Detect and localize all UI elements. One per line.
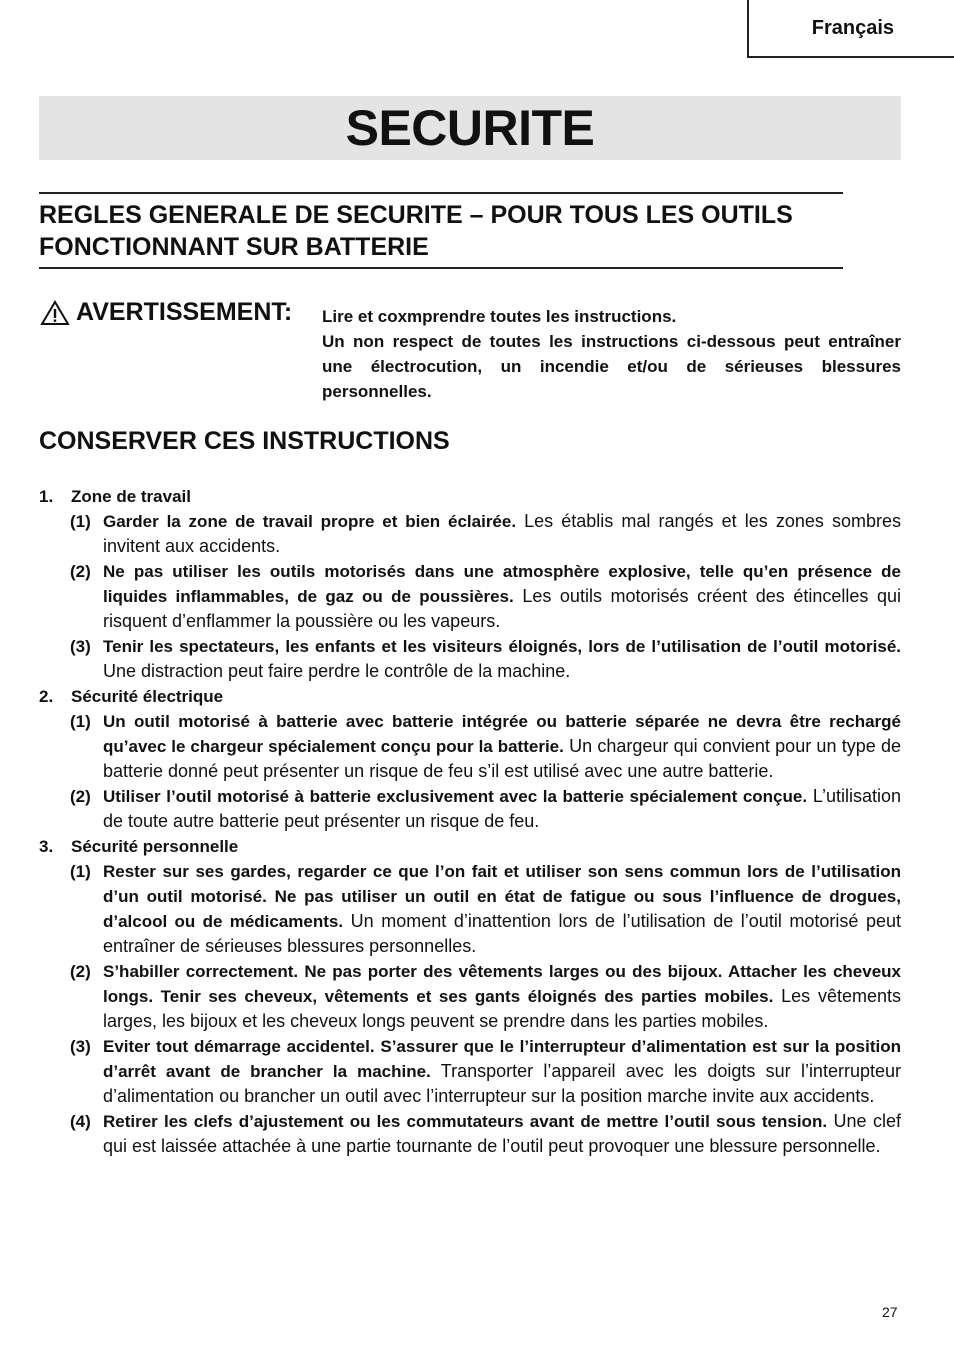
item-bold-text: Garder la zone de travail propre et bien éclairée. bbox=[103, 512, 517, 531]
item-bold-text: S’habiller correctement. Ne pas porter des vêtements larges ou des bijoux. Attacher les cheveux longs. Tenir ses cheveux, vêtements et ses gants éloignés des parties mobiles. bbox=[103, 962, 901, 1006]
item-number: (1) bbox=[70, 512, 91, 531]
item-bold-text: Utiliser l’outil motorisé à batterie exclusivement avec la batterie spécialement conçue. bbox=[103, 787, 808, 806]
list-item bbox=[39, 509, 901, 559]
warning-label-text: AVERTISSEMENT: bbox=[76, 298, 293, 326]
section-title: REGLES GENERALE DE SECURITE – POUR TOUS LES OUTILS FONCTIONNANT SUR BATTERIE bbox=[39, 201, 793, 261]
item-bold-text: Ne pas utiliser les outils motorisés dans une atmosphère explosive, telle qu’en présence de liquides inflammables, de gaz ou de poussières. bbox=[103, 562, 901, 606]
section-heading-text: Sécurité personnelle bbox=[71, 837, 239, 856]
item-text: Un chargeur qui convient pour un type de batterie donné peut présenter un risque de feu s’il est utilisé avec une autre batterie. bbox=[103, 736, 901, 781]
item-number: (3) bbox=[70, 1037, 91, 1056]
section-number: 2. bbox=[39, 687, 54, 706]
section-number: 3. bbox=[39, 837, 54, 856]
item-text: Une distraction peut faire perdre le contrôle de la machine. bbox=[103, 661, 571, 681]
list-item bbox=[39, 559, 901, 634]
list-item bbox=[39, 859, 901, 959]
warning-label bbox=[40, 298, 292, 327]
section-rule-bottom bbox=[39, 267, 843, 269]
item-number: (1) bbox=[70, 712, 91, 731]
list-item bbox=[39, 634, 901, 684]
warning-triangle-icon bbox=[40, 300, 70, 326]
list-item bbox=[39, 784, 901, 834]
item-number: (2) bbox=[70, 787, 91, 806]
warning-line-2: Un non respect de toutes les instructions ci-dessous peut entraîner une électrocution, un incendie et/ou de sérieuses blessures personnelles. bbox=[322, 332, 901, 401]
list-item bbox=[39, 709, 901, 784]
item-text: Un moment d’inattention lors de l’utilisation de l’outil motorisé peut entraîner de sérieuses blessures personnelles. bbox=[103, 911, 902, 956]
item-bold-text: Un outil motorisé à batterie avec batterie intégrée ou batterie séparée ne devra être rechargé qu’avec le chargeur spécialement conçu pour la batterie. bbox=[103, 712, 901, 756]
section-heading bbox=[39, 484, 901, 509]
title-band bbox=[39, 96, 901, 160]
section-number: 1. bbox=[39, 487, 54, 506]
item-text: L’utilisation de toute autre batterie peut présenter un risque de feu. bbox=[103, 786, 901, 831]
section-heading-text: Sécurité électrique bbox=[71, 687, 224, 706]
item-text: Les établis mal rangés et les zones sombres invitent aux accidents. bbox=[103, 511, 901, 556]
item-number: (4) bbox=[70, 1112, 91, 1131]
item-bold-text: Rester sur ses gardes, regarder ce que l’on fait et utiliser son sens commun lors de l’utilisation d’un outil motorisé. Ne pas utiliser un outil en état de fatigue ou sous l’influence de drogues, d’alcool ou de médicaments. bbox=[103, 862, 901, 931]
item-bold-text: Retirer les clefs d’ajustement ou les commutateurs avant de mettre l’outil sous tension. bbox=[103, 1112, 828, 1131]
language-tab bbox=[747, 0, 954, 58]
language-label: Français bbox=[811, 16, 894, 39]
item-number: (2) bbox=[70, 562, 91, 581]
item-text: Les outils motorisés créent des étincelles qui risquent d’enflammer la poussière ou les vapeurs. bbox=[103, 586, 902, 631]
item-number: (2) bbox=[70, 962, 91, 981]
conserve-title: CONSERVER CES INSTRUCTIONS bbox=[39, 427, 450, 455]
item-number: (1) bbox=[70, 862, 91, 881]
item-text: Transporter l’appareil avec les doigts sur l’interrupteur d’alimentation ou brancher un outil avec l’interrupteur sur la position marche invite aux accidents. bbox=[103, 1061, 901, 1106]
section-heading bbox=[39, 834, 901, 859]
section-heading bbox=[39, 684, 901, 709]
list-item bbox=[39, 1109, 901, 1159]
warning-line-1: Lire et coxmprendre toutes les instructions. bbox=[322, 307, 677, 326]
list-item bbox=[39, 1034, 901, 1109]
section-heading-text: Zone de travail bbox=[71, 487, 191, 506]
warning-text bbox=[322, 304, 901, 404]
item-bold-text: Eviter tout démarrage accidentel. S’assurer que le l’interrupteur d’alimentation est sur la position d’arrêt avant de brancher la machine. bbox=[103, 1037, 901, 1081]
list-item bbox=[39, 959, 901, 1034]
page-title: SECURITE bbox=[345, 100, 595, 156]
item-text: Les vêtements larges, les bijoux et les cheveux longs peuvent se prendre dans les parties mobiles. bbox=[103, 986, 901, 1031]
item-text: Une clef qui est laissée attachée à une partie tournante de l’outil peut provoquer une blessure personnelle. bbox=[103, 1111, 901, 1156]
page-number: 27 bbox=[882, 1304, 898, 1320]
item-bold-text: Tenir les spectateurs, les enfants et les visiteurs éloignés, lors de l’utilisation de l’outil motorisé. bbox=[103, 637, 901, 656]
rules-list bbox=[39, 484, 901, 1159]
item-number: (3) bbox=[70, 637, 91, 656]
section-rule-top bbox=[39, 192, 843, 194]
